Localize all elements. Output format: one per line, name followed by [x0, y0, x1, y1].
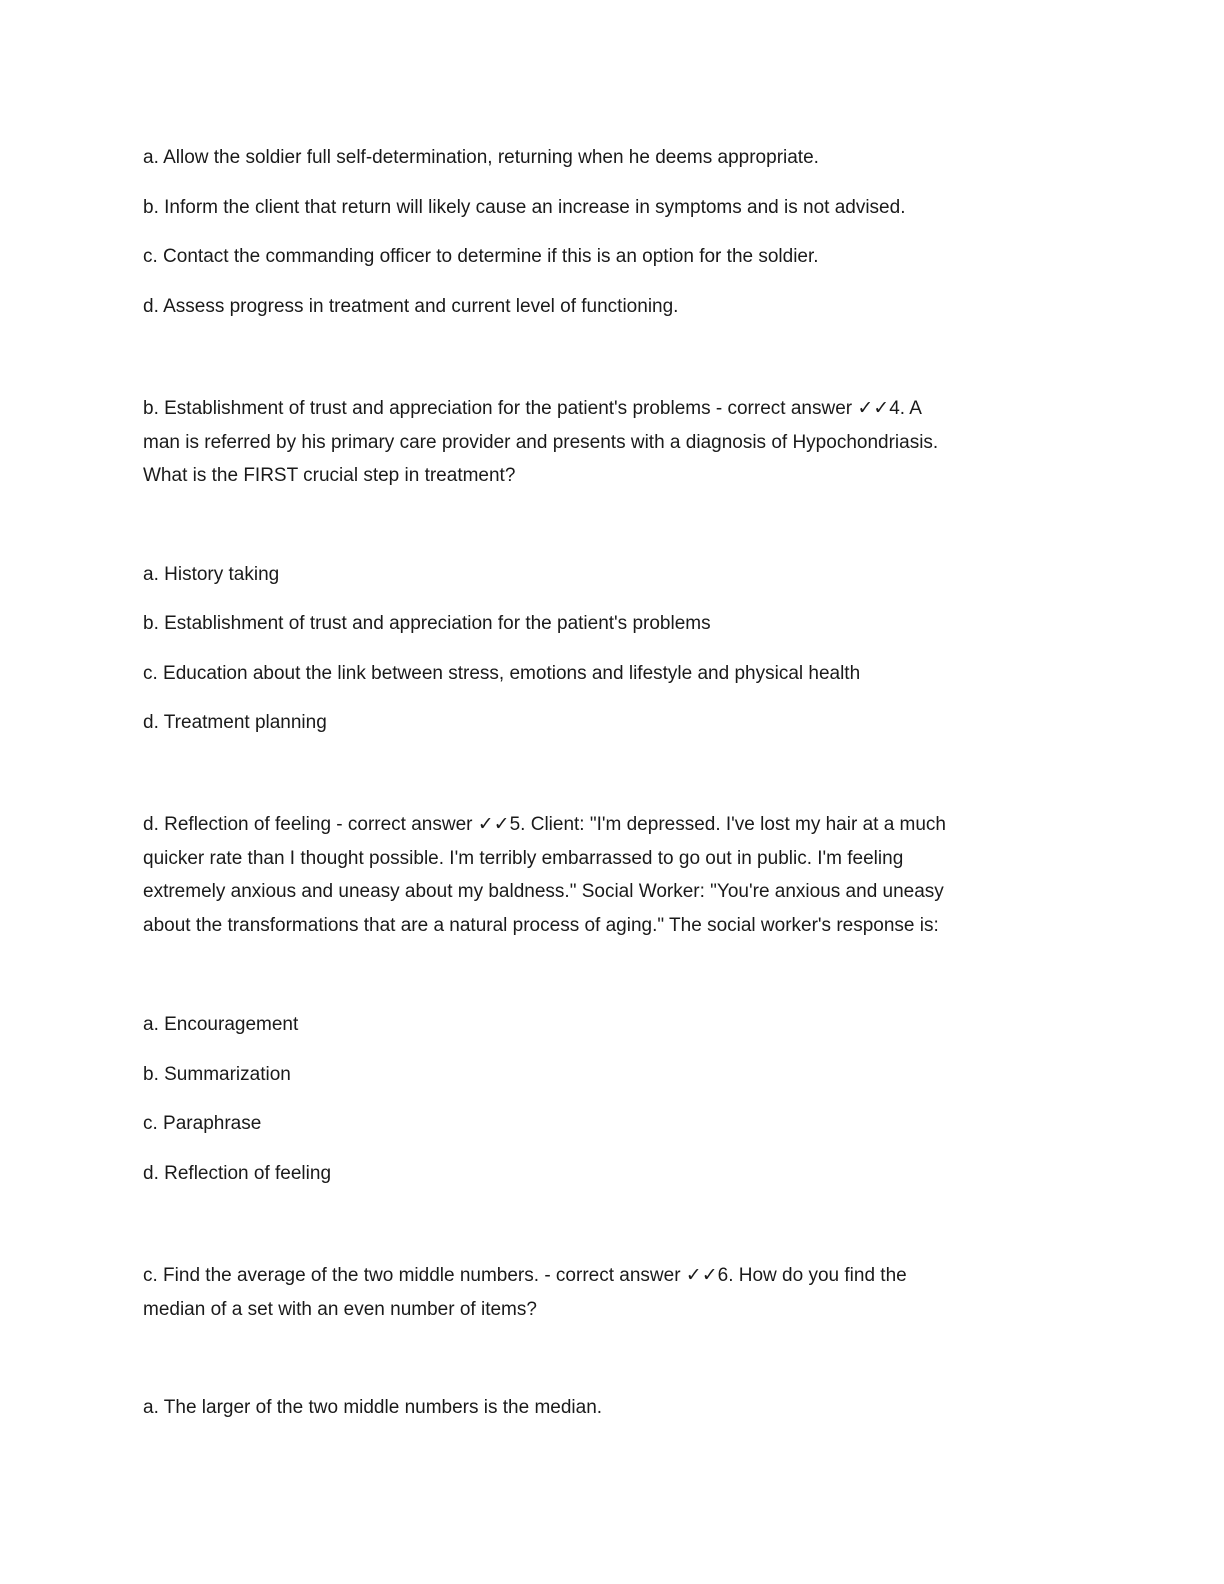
q3-option-b: b. Inform the client that return will likely cause an increase in symptoms and is not advised.: [143, 197, 906, 218]
q6-option-a: a. The larger of the two middle numbers is the median.: [143, 1397, 603, 1418]
q4-text-line: What is the FIRST crucial step in treatment?: [143, 465, 516, 486]
q5-option-b: b. Summarization: [143, 1064, 291, 1085]
q3-option-a: a. Allow the soldier full self-determination, returning when he deems appropriate.: [143, 147, 819, 168]
q4-option-d: d. Treatment planning: [143, 712, 327, 733]
q4-option-c: c. Education about the link between stress, emotions and lifestyle and physical health: [143, 663, 861, 684]
q5-text-line: quicker rate than I thought possible. I'm terribly embarrassed to go out in public. I'm feeling: [143, 847, 904, 869]
q4-option-a: a. History taking: [143, 564, 280, 585]
q6-text-line: median of a set with an even number of items?: [143, 1298, 537, 1320]
q5-text-line: d. Reflection of feeling - correct answer ✓✓5. Client: "I'm depressed. I've lost my hair at a much: [143, 814, 947, 835]
q5-text-line: about the transformations that are a natural process of aging." The social worker's response is:: [143, 914, 939, 936]
q4-text-line: man is referred by his primary care provider and presents with a diagnosis of Hypochondriasis.: [143, 431, 939, 453]
q5-answer-and-question: [143, 808, 1073, 942]
q5-option-c: c. Paraphrase: [143, 1113, 262, 1134]
q3-option-c: c. Contact the commanding officer to determine if this is an option for the soldier.: [143, 246, 819, 267]
q3-option-d: d. Assess progress in treatment and current level of functioning.: [143, 296, 679, 317]
q6-answer-and-question: [143, 1259, 1073, 1326]
q4-option-b: b. Establishment of trust and appreciation for the patient's problems: [143, 613, 711, 634]
q4-text-line: b. Establishment of trust and appreciation for the patient's problems - correct answer ✓✓4. A: [143, 398, 922, 419]
q4-answer-and-question: [143, 392, 1073, 493]
q5-option-d: d. Reflection of feeling: [143, 1163, 332, 1184]
q6-text-line: c. Find the average of the two middle numbers. - correct answer ✓✓6. How do you find the: [143, 1265, 907, 1286]
q5-text-line: extremely anxious and uneasy about my baldness." Social Worker: "You're anxious and uneasy: [143, 881, 944, 902]
q5-option-a: a. Encouragement: [143, 1014, 299, 1035]
